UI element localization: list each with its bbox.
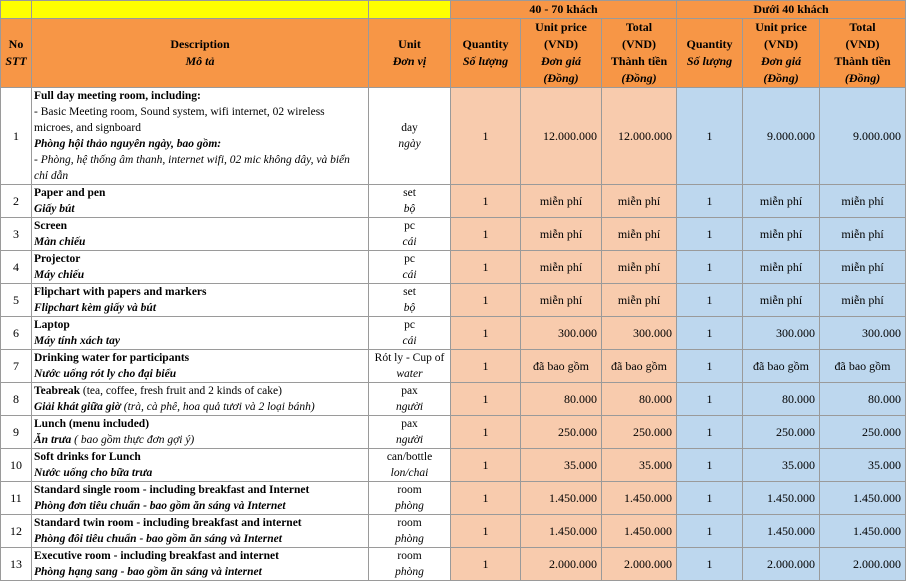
row-price-1: 1.450.000 [521, 482, 602, 515]
row-price-1: miễn phí [521, 251, 602, 284]
row-no: 2 [1, 185, 32, 218]
row-qty-2: 1 [677, 88, 743, 185]
table-row [1, 350, 906, 383]
description-header: Description Mô tả [32, 19, 369, 88]
row-price-1: 1.450.000 [521, 515, 602, 548]
row-unit: pax người [369, 416, 451, 449]
row-total-1: miễn phí [602, 251, 677, 284]
table-row [1, 251, 906, 284]
row-no: 8 [1, 383, 32, 416]
row-total-2: miễn phí [820, 251, 906, 284]
row-price-1: 2.000.000 [521, 548, 602, 581]
row-price-2: miễn phí [743, 218, 820, 251]
row-no: 1 [1, 88, 32, 185]
row-price-2: đã bao gồm [743, 350, 820, 383]
row-price-1: miễn phí [521, 284, 602, 317]
row-total-2: miễn phí [820, 284, 906, 317]
row-no: 13 [1, 548, 32, 581]
row-qty-1: 1 [451, 185, 521, 218]
quantity-header-2: Quantity Số lượng [677, 19, 743, 88]
column-header-row [1, 19, 906, 88]
row-total-2: 35.000 [820, 449, 906, 482]
group-header-40-70: 40 - 70 khách [451, 1, 677, 19]
row-price-2: miễn phí [743, 185, 820, 218]
row-price-2: 9.000.000 [743, 88, 820, 185]
row-price-1: đã bao gồm [521, 350, 602, 383]
row-no: 6 [1, 317, 32, 350]
row-qty-1: 1 [451, 88, 521, 185]
row-price-2: miễn phí [743, 284, 820, 317]
row-total-1: 1.450.000 [602, 482, 677, 515]
row-qty-2: 1 [677, 383, 743, 416]
row-qty-1: 1 [451, 482, 521, 515]
row-price-1: miễn phí [521, 185, 602, 218]
row-description: Laptop Máy tính xách tay [32, 317, 369, 350]
table-row [1, 548, 906, 581]
row-qty-1: 1 [451, 251, 521, 284]
row-description: Executive room - including breakfast and internet Phòng hạng sang - bao gồm ăn sáng và internet [32, 548, 369, 581]
table-row [1, 515, 906, 548]
row-unit: pax người [369, 383, 451, 416]
row-price-2: 1.450.000 [743, 515, 820, 548]
row-price-2: 2.000.000 [743, 548, 820, 581]
unit-price-header-2: Unit price (VND) Đơn giá (Đồng) [743, 19, 820, 88]
row-qty-2: 1 [677, 482, 743, 515]
row-qty-1: 1 [451, 548, 521, 581]
row-qty-1: 1 [451, 515, 521, 548]
row-total-2: 1.450.000 [820, 515, 906, 548]
no-header: No STT [1, 19, 32, 88]
table-row [1, 284, 906, 317]
row-total-1: 250.000 [602, 416, 677, 449]
row-price-2: 35.000 [743, 449, 820, 482]
row-unit: day ngày [369, 88, 451, 185]
row-qty-1: 1 [451, 350, 521, 383]
row-total-2: 1.450.000 [820, 482, 906, 515]
row-qty-2: 1 [677, 449, 743, 482]
row-unit: room phòng [369, 515, 451, 548]
row-qty-2: 1 [677, 317, 743, 350]
row-qty-2: 1 [677, 251, 743, 284]
row-no: 5 [1, 284, 32, 317]
table-row [1, 317, 906, 350]
row-qty-1: 1 [451, 284, 521, 317]
row-price-2: 80.000 [743, 383, 820, 416]
row-total-2: miễn phí [820, 218, 906, 251]
row-price-2: 1.450.000 [743, 482, 820, 515]
row-unit: room phòng [369, 548, 451, 581]
row-unit: pc cái [369, 317, 451, 350]
row-description: Standard single room - including breakfast and Internet Phòng đơn tiêu chuẩn - bao gồm ăn sáng và Internet [32, 482, 369, 515]
row-total-2: 250.000 [820, 416, 906, 449]
row-qty-1: 1 [451, 449, 521, 482]
row-unit: pc cái [369, 251, 451, 284]
unit-price-header-1: Unit price (VND) Đơn giá (Đồng) [521, 19, 602, 88]
row-total-1: 1.450.000 [602, 515, 677, 548]
row-no: 9 [1, 416, 32, 449]
row-description: Soft drinks for Lunch Nước uống cho bữa trưa [32, 449, 369, 482]
row-total-2: miễn phí [820, 185, 906, 218]
row-unit: can/bottle lon/chai [369, 449, 451, 482]
unit-header: Unit Đơn vị [369, 19, 451, 88]
row-qty-2: 1 [677, 548, 743, 581]
table-row [1, 185, 906, 218]
row-qty-2: 1 [677, 218, 743, 251]
row-qty-2: 1 [677, 416, 743, 449]
total-header-1: Total (VND) Thành tiền (Đồng) [602, 19, 677, 88]
row-unit: Rót ly - Cup of water [369, 350, 451, 383]
row-total-2: 80.000 [820, 383, 906, 416]
row-qty-1: 1 [451, 416, 521, 449]
row-total-1: 80.000 [602, 383, 677, 416]
table-row [1, 416, 906, 449]
row-no: 3 [1, 218, 32, 251]
row-price-1: 35.000 [521, 449, 602, 482]
row-qty-2: 1 [677, 515, 743, 548]
row-price-1: miễn phí [521, 218, 602, 251]
total-header-2: Total (VND) Thành tiền (Đồng) [820, 19, 906, 88]
row-price-2: miễn phí [743, 251, 820, 284]
row-no: 10 [1, 449, 32, 482]
row-qty-1: 1 [451, 383, 521, 416]
row-qty-1: 1 [451, 218, 521, 251]
row-description: Flipchart with papers and markers Flipchart kèm giấy và bút [32, 284, 369, 317]
row-price-1: 80.000 [521, 383, 602, 416]
row-total-2: đã bao gồm [820, 350, 906, 383]
row-no: 7 [1, 350, 32, 383]
table-row [1, 449, 906, 482]
row-unit: room phòng [369, 482, 451, 515]
row-price-1: 250.000 [521, 416, 602, 449]
row-total-2: 2.000.000 [820, 548, 906, 581]
row-price-2: 250.000 [743, 416, 820, 449]
row-description: Screen Màn chiếu [32, 218, 369, 251]
group-header-under-40: Dưới 40 khách [677, 1, 906, 19]
row-total-1: đã bao gồm [602, 350, 677, 383]
row-total-1: miễn phí [602, 218, 677, 251]
row-description: Paper and pen Giấy bút [32, 185, 369, 218]
row-total-2: 300.000 [820, 317, 906, 350]
row-description: Teabreak (tea, coffee, fresh fruit and 2 kinds of cake) Giải khát giữa giờ (trà, cà phê, hoa quả tươi và 2 loại bánh) [32, 383, 369, 416]
table-row [1, 218, 906, 251]
row-no: 12 [1, 515, 32, 548]
row-no: 4 [1, 251, 32, 284]
row-unit: set bộ [369, 284, 451, 317]
row-unit: pc cái [369, 218, 451, 251]
row-no: 11 [1, 482, 32, 515]
row-total-1: 12.000.000 [602, 88, 677, 185]
quantity-header-1: Quantity Số lượng [451, 19, 521, 88]
row-description: Full day meeting room, including: - Basic Meeting room, Sound system, wifi internet, 02 wireless microes, and signboard Phòng hội thảo nguyên ngày, bao gồm: - Phòng, hệ thống âm thanh, internet wifi, 02 mic không dây, và biển chỉ dẫn [32, 88, 369, 185]
row-price-1: 12.000.000 [521, 88, 602, 185]
row-description: Drinking water for participants Nước uống rót ly cho đại biểu [32, 350, 369, 383]
row-total-1: miễn phí [602, 185, 677, 218]
row-qty-2: 1 [677, 350, 743, 383]
row-qty-2: 1 [677, 185, 743, 218]
table-row [1, 88, 906, 185]
row-total-2: 9.000.000 [820, 88, 906, 185]
row-description: Standard twin room - including breakfast and internet Phòng đôi tiêu chuẩn - bao gồm ăn sáng và Internet [32, 515, 369, 548]
row-price-2: 300.000 [743, 317, 820, 350]
group-header-row [1, 1, 906, 19]
row-total-1: miễn phí [602, 284, 677, 317]
row-qty-1: 1 [451, 317, 521, 350]
row-total-1: 2.000.000 [602, 548, 677, 581]
row-qty-2: 1 [677, 284, 743, 317]
row-total-1: 300.000 [602, 317, 677, 350]
row-description: Projector Máy chiếu [32, 251, 369, 284]
table-row [1, 383, 906, 416]
row-price-1: 300.000 [521, 317, 602, 350]
table-row [1, 482, 906, 515]
row-unit: set bộ [369, 185, 451, 218]
row-description: Lunch (menu included) Ăn trưa ( bao gồm thực đơn gợi ý) [32, 416, 369, 449]
row-total-1: 35.000 [602, 449, 677, 482]
